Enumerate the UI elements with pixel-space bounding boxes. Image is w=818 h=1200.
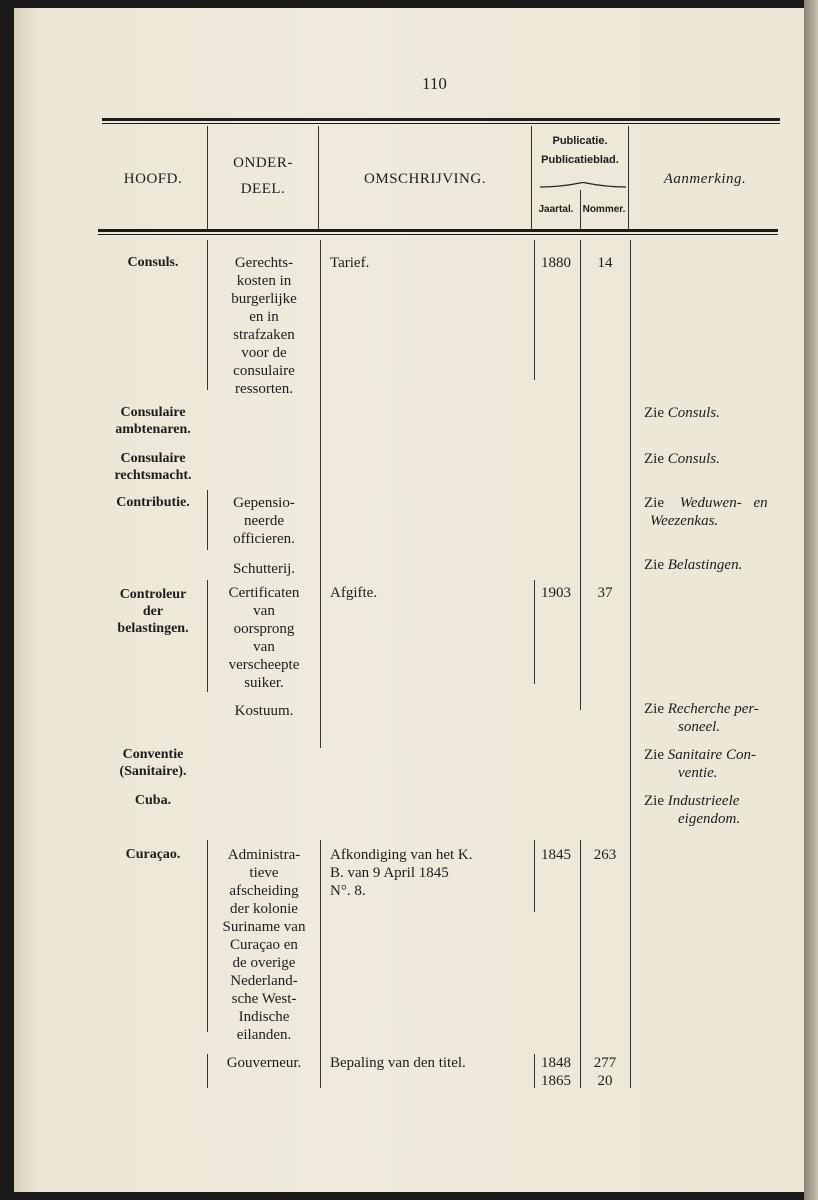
entry-aanmerking: Zie Industrieele eigendom. bbox=[644, 793, 741, 827]
entry-aanmerking: Zie Weduwen- en Weezenkas. bbox=[644, 495, 768, 529]
entry-omschrijving: Afkondiging van het K. B. van 9 April 1845 N°. 8. bbox=[330, 847, 473, 899]
entry-hoofd: Consulaire ambtenaren. bbox=[115, 405, 191, 437]
header-omschrijving: OMSCHRIJVING. bbox=[364, 171, 486, 187]
header-jaartal: Jaartal. bbox=[538, 204, 574, 215]
header-hoofd: HOOFD. bbox=[123, 171, 183, 187]
entry-hoofd: Cuba. bbox=[134, 793, 172, 808]
entry-jaartal: 1848 1865 bbox=[541, 1055, 571, 1089]
header-onderdeel-2: DEEL. bbox=[240, 181, 286, 197]
entry-onderdeel: Kostuum. bbox=[234, 703, 294, 719]
entry-hoofd: Consulaire rechtsmacht. bbox=[114, 451, 192, 483]
entry-omschrijving: Afgifte. bbox=[330, 585, 378, 601]
entry-hoofd: Curaçao. bbox=[125, 847, 181, 862]
entry-aanmerking: Zie Consuls. bbox=[644, 451, 720, 467]
header-bottom-rule bbox=[98, 229, 778, 232]
body-divider bbox=[207, 1054, 208, 1088]
entry-hoofd: Consuls. bbox=[127, 255, 179, 270]
page-edge bbox=[804, 0, 818, 1200]
entry-nommer: 14 bbox=[597, 255, 613, 271]
entry-omschrijving: Bepaling van den titel. bbox=[330, 1055, 466, 1071]
body-divider bbox=[320, 240, 321, 748]
entry-onderdeel: Gepensio- neerde officieren. bbox=[233, 495, 295, 547]
brace-ornament bbox=[540, 182, 626, 188]
entry-aanmerking: Zie Sanitaire Con- ventie. bbox=[644, 747, 756, 781]
entry-onderdeel: Gouverneur. bbox=[226, 1055, 302, 1071]
entry-aanmerking: Zie Recherche per- soneel. bbox=[644, 701, 759, 735]
entry-jaartal: 1903 bbox=[541, 585, 571, 601]
entry-aanmerking: Zie Belastingen. bbox=[644, 557, 743, 573]
entry-hoofd: Contributie. bbox=[116, 495, 190, 510]
body-divider bbox=[207, 840, 208, 1032]
entry-jaartal: 1845 bbox=[541, 847, 571, 863]
header-onderdeel-1: ONDER- bbox=[233, 155, 293, 171]
entry-onderdeel: Schutterij. bbox=[232, 561, 296, 577]
body-divider bbox=[580, 240, 581, 710]
body-divider bbox=[320, 840, 321, 1088]
entry-onderdeel: Administra- tieve afscheiding der kolonie Suriname van Curaçao en de overige Nederland- sche West- Indische eilanden. bbox=[222, 847, 306, 1043]
entry-onderdeel: Certificaten van oorsprong van verscheepte suiker. bbox=[228, 585, 300, 691]
entry-aanmerking: Zie Consuls. bbox=[644, 405, 720, 421]
entry-onderdeel: Gerechts- kosten in burgerlijke en in strafzaken voor de consulaire ressorten. bbox=[231, 255, 297, 397]
entry-nommer: 263 bbox=[593, 847, 617, 863]
header-bottom-rule-thin bbox=[98, 234, 778, 235]
header-publicatie: Publicatie. bbox=[552, 135, 608, 147]
header-aanmerking: Aanmerking. bbox=[663, 171, 747, 187]
entry-jaartal: 1880 bbox=[541, 255, 571, 271]
header-nommer: Nommer. bbox=[582, 204, 626, 215]
header-divider bbox=[628, 126, 629, 230]
header-publicatieblad: Publicatieblad. bbox=[541, 154, 619, 166]
entry-nommer: 37 bbox=[597, 585, 613, 601]
header-top-rule bbox=[102, 118, 780, 121]
entry-hoofd: Controleur der belastingen. bbox=[117, 587, 189, 636]
entry-hoofd: Conventie (Sanitaire). bbox=[119, 747, 187, 779]
entry-omschrijving: Tarief. bbox=[330, 255, 370, 271]
body-divider bbox=[580, 840, 581, 1088]
entry-nommer: 277 20 bbox=[593, 1055, 617, 1089]
page-number: 110 bbox=[422, 74, 447, 93]
header-top-rule-thin bbox=[102, 123, 780, 124]
body-divider bbox=[630, 240, 631, 1088]
